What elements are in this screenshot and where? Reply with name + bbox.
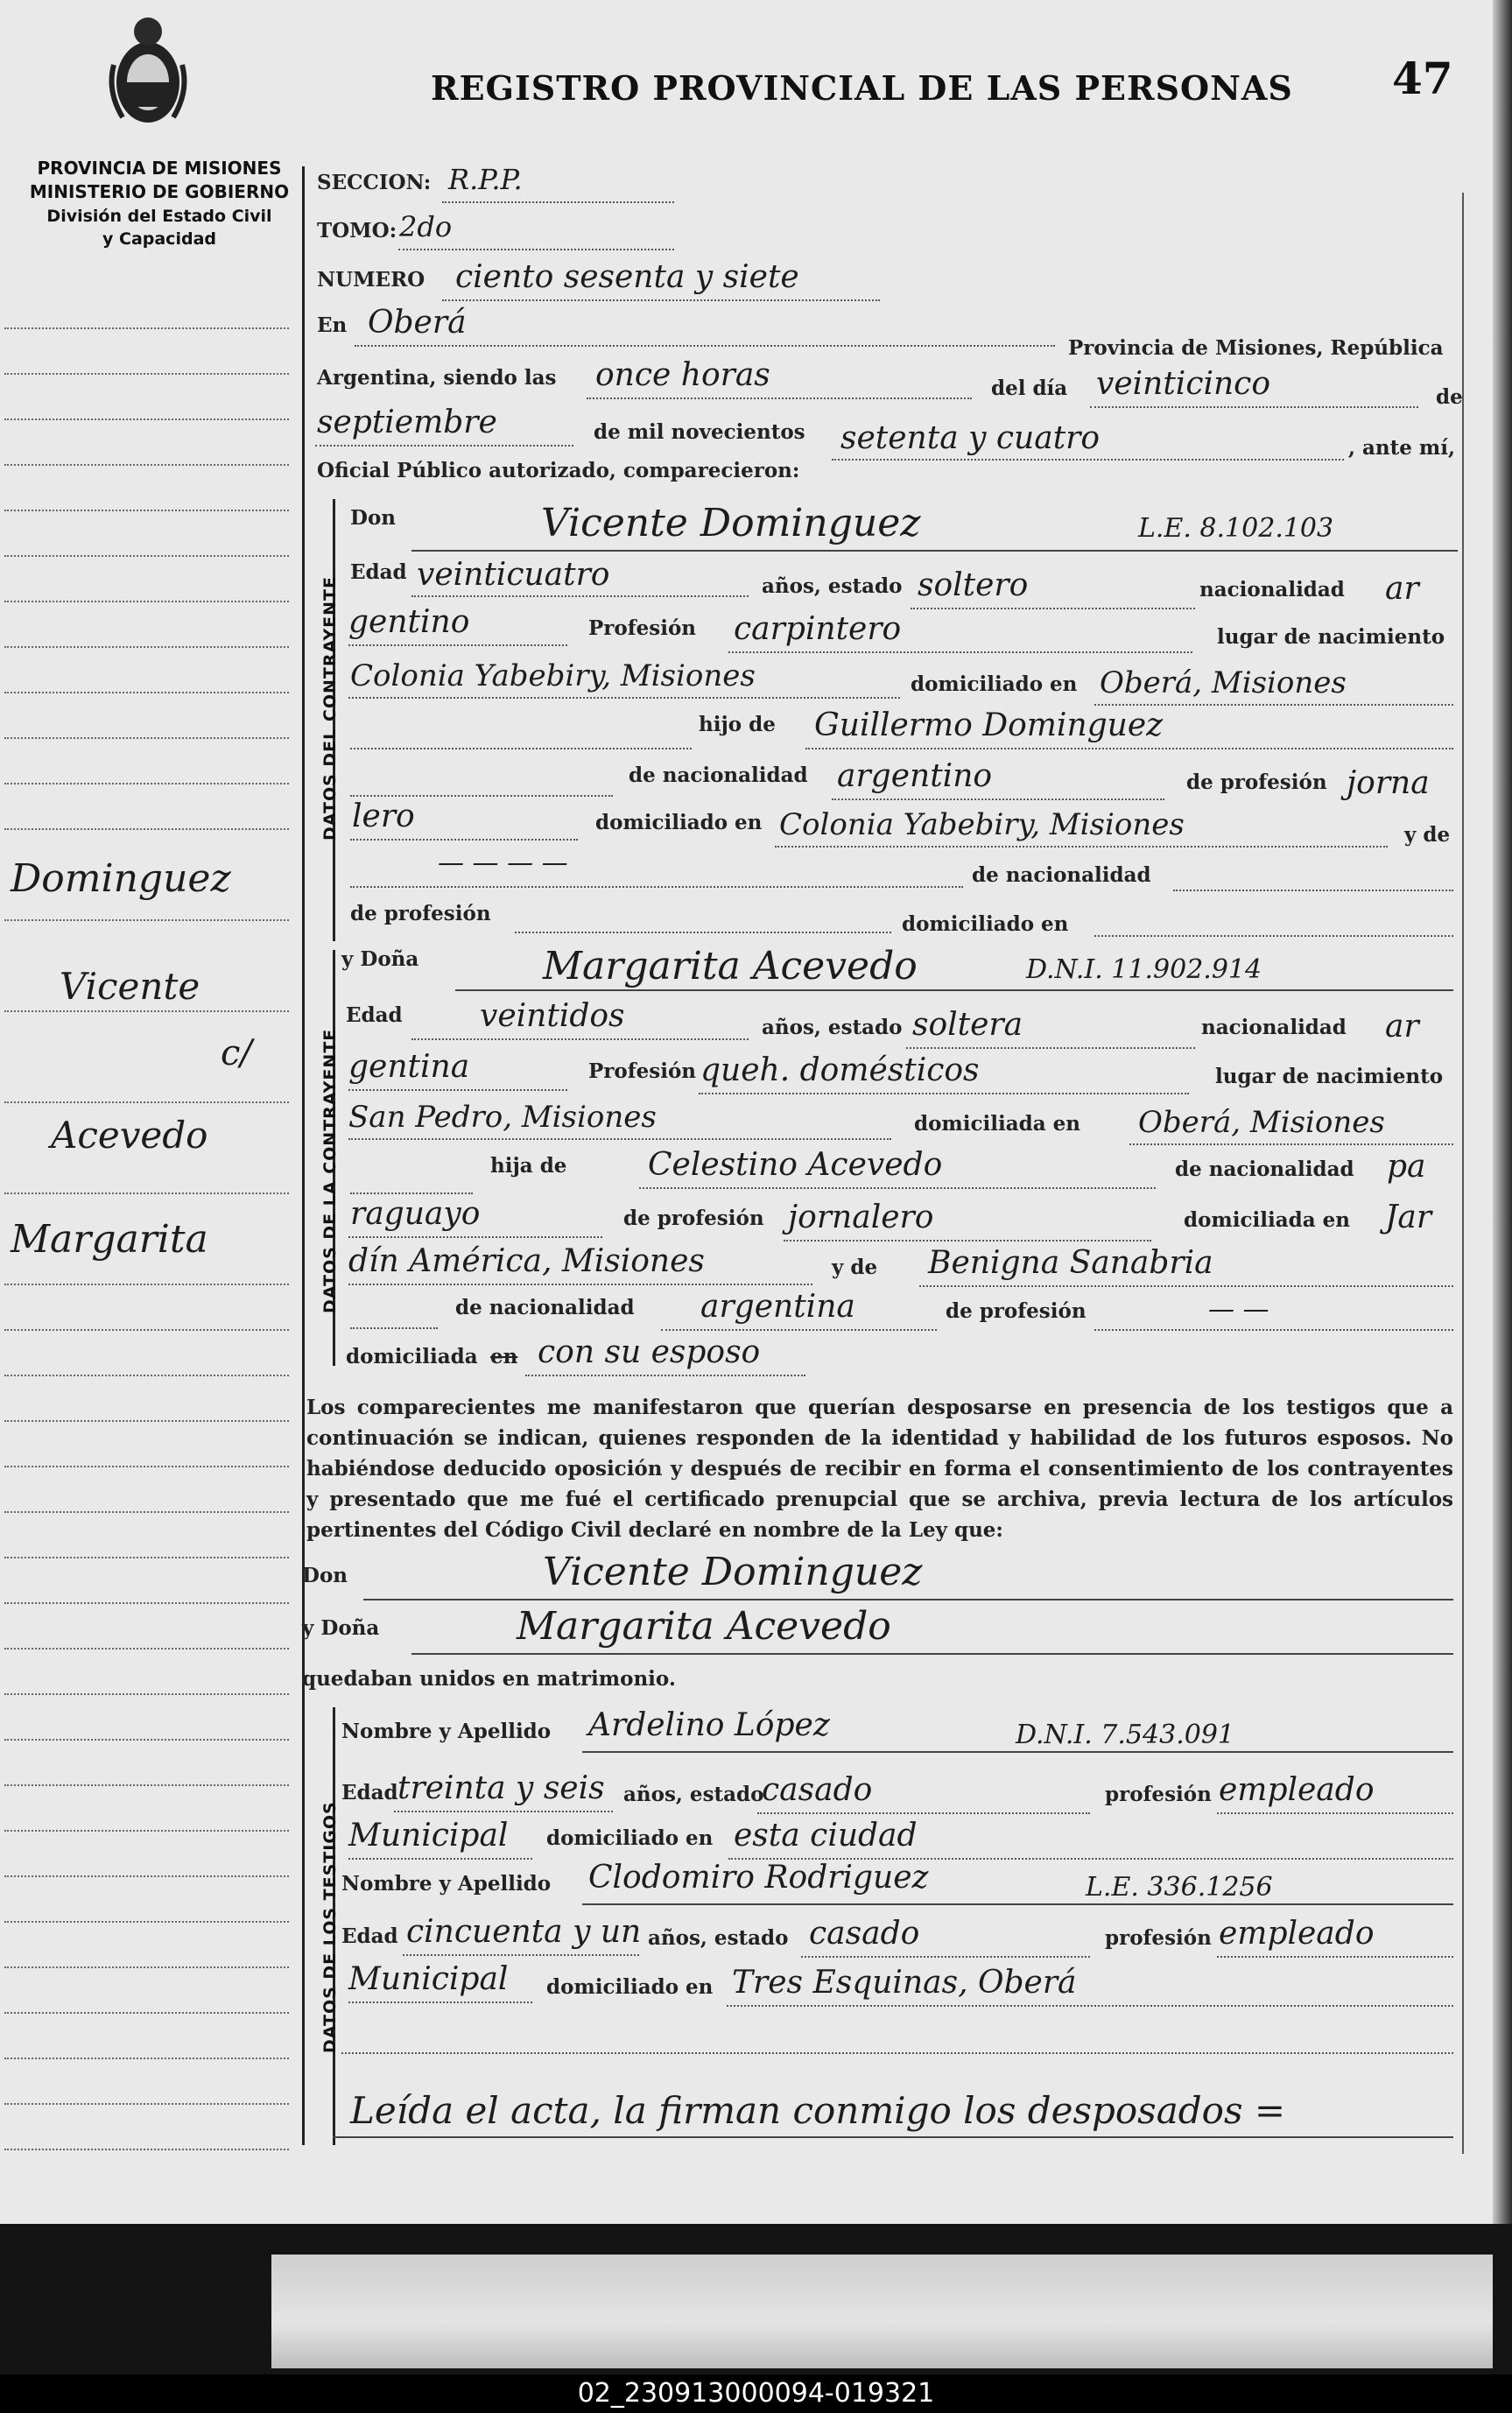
groom-edad: veinticuatro [417, 557, 610, 593]
edad-label: Edad [350, 560, 407, 584]
profesion-label: Profesión [588, 616, 697, 640]
image-caption: 02_230913000094-019321 [0, 2374, 1512, 2413]
division-label: División del Estado Civil [46, 207, 272, 226]
de-profesion-label: de profesión [1186, 770, 1327, 794]
bride-padre: Celestino Acevedo [648, 1147, 943, 1183]
domiciliado-label: domiciliado en [911, 672, 1078, 696]
bride-nac-b: gentina [348, 1049, 470, 1085]
witness2-edad-label: Edad [341, 1924, 398, 1948]
bride-anos-estado-label: años, estado [762, 1016, 903, 1039]
capacity-label: y Capacidad [102, 229, 216, 249]
final-groom-name: Vicente Dominguez [543, 1550, 923, 1594]
bride-profesion: queh. domésticos [700, 1052, 980, 1088]
margin-note-name: Vicente [60, 965, 200, 1008]
padre-domiciliado-label: domiciliado en [595, 811, 763, 834]
mil-novecientos-label: de mil novecientos [594, 420, 805, 444]
bride-padre-dom-label: domiciliada en [1184, 1208, 1350, 1232]
ante-mi-label: , ante mí, [1348, 436, 1455, 460]
witness2-profesion-b: Municipal [348, 1961, 509, 1997]
witness1-profesion-b: Municipal [348, 1818, 509, 1854]
groom-estado: soltero [918, 567, 1029, 603]
underlying-page-strip [271, 2255, 1493, 2368]
coat-of-arms-seal [105, 12, 191, 135]
struck-en-label: en [490, 1345, 518, 1368]
del-dia-label: del día [991, 376, 1068, 400]
bride-madre-prof-label: de profesión [946, 1299, 1087, 1323]
seccion-value: R.P.P. [448, 163, 523, 196]
witness1-document: D.N.I. 7.543.091 [1016, 1720, 1234, 1750]
groom-nac-a: ar [1385, 571, 1419, 607]
groom-domicilio: Oberá, Misiones [1100, 665, 1347, 700]
bride-madre-nac-label: de nacionalidad [455, 1296, 635, 1319]
bride-padre-dom-b: dín América, Misiones [348, 1243, 705, 1279]
margin-note-surname-2: Acevedo [51, 1114, 208, 1157]
left-border [302, 166, 305, 2145]
seccion-label: SECCION: [317, 171, 432, 194]
final-don-label: Don [302, 1564, 348, 1587]
anio-value: setenta y cuatro [840, 420, 1101, 456]
groom-padre-prof-b: lero [352, 798, 415, 834]
madre-domiciliado-label: domiciliado en [902, 912, 1069, 936]
bride-padre-nac-b: raguayo [350, 1196, 481, 1232]
bride-padre-nac-label: de nacionalidad [1175, 1157, 1354, 1181]
witness1-nombre-label: Nombre y Apellido [341, 1720, 552, 1743]
bride-padre-dom-a: Jar [1385, 1199, 1432, 1235]
hija-de-label: hija de [490, 1154, 567, 1178]
declaration-paragraph: Los comparecientes me manifestaron que querían desposarse en presencia de los testigos que a continuación se indican, quienes responden de la identidad y habilidad de los futuros esposos. No habiéndose deducido oposición y después de recibir en forma el consentimiento de los contrayentes y presentado que me fué el certificado prenupcial que se archiva, previa lectura de los artículos pertinentes del Código Civil declaré en nombre de la Ley que: [306, 1396, 1453, 1542]
bride-profesion-label: Profesión [588, 1059, 697, 1083]
dona-label: y Doña [341, 947, 419, 971]
bride-madre-prof: — — [1208, 1294, 1269, 1325]
bride-domicilio: Oberá, Misiones [1138, 1105, 1385, 1140]
oficial-label: Oficial Público autorizado, comparecieron: [317, 459, 800, 482]
section-label-witnesses: DATOS DE LOS TESTIGOS [320, 1801, 340, 2053]
bride-domiciliada-label: domiciliada en [914, 1112, 1080, 1136]
numero-label: NUMERO [317, 268, 425, 292]
witness1-estado-label: años, estado [623, 1783, 764, 1806]
witness2-profesion-label: profesión [1105, 1926, 1212, 1950]
numero-value: ciento sesenta y siete [455, 259, 799, 295]
closing-statement: Leída el acta, la firman conmigo los desposados = [350, 2089, 1286, 2132]
tomo-label: TOMO: [317, 219, 397, 243]
bride-madre-nac: argentina [700, 1289, 855, 1325]
bride-madre: Benigna Sanabria [928, 1245, 1213, 1281]
groom-profesion: carpintero [734, 611, 902, 647]
groom-madre-dash: — — — — [438, 848, 568, 878]
groom-name: Vicente Dominguez [541, 501, 921, 545]
bride-estado: soltera [912, 1007, 1023, 1043]
bride-dom-con: con su esposo [538, 1334, 761, 1370]
witness2-dom-label: domiciliado en [546, 1975, 714, 1999]
witness2-domicilio: Tres Esquinas, Oberá [732, 1965, 1077, 2001]
groom-padre-dom: Colonia Yabebiry, Misiones [779, 807, 1185, 842]
y-de-label: y de [1404, 823, 1451, 847]
witness2-edad: cincuenta y un [406, 1914, 642, 1950]
margin-note-name-2: Margarita [11, 1217, 208, 1262]
madre-profesion-label: de profesión [350, 902, 491, 925]
groom-nac-b: gentino [348, 604, 470, 640]
de-label: de [1436, 385, 1463, 409]
bride-document: D.N.I. 11.902.914 [1026, 954, 1262, 985]
ministry-label: MINISTERIO DE GOBIERNO [29, 181, 290, 202]
witness1-estado: casado [762, 1772, 873, 1808]
groom-padre-prof-a: jorna [1347, 765, 1430, 801]
don-label: Don [350, 506, 397, 530]
bride-name: Margarita Acevedo [543, 944, 918, 988]
en-value: Oberá [368, 305, 467, 341]
witness1-dom-label: domiciliado en [546, 1826, 714, 1850]
argentina-label: Argentina, siendo las [317, 366, 557, 390]
witness2-estado: casado [809, 1916, 920, 1952]
witness2-nombre-label: Nombre y Apellido [341, 1872, 552, 1896]
section-label-bride: DATOS DE LA CONTRAYENTE [320, 1028, 340, 1313]
witness1-edad: treinta y seis [397, 1770, 605, 1806]
final-dona-label: y Doña [302, 1616, 380, 1640]
bride-lugar-nac-label: lugar de nacimiento [1215, 1065, 1444, 1088]
tomo-value: 2do [399, 210, 453, 243]
mes-value: septiembre [317, 405, 497, 440]
margin-note-with: c/ [221, 1033, 252, 1073]
witness1-edad-label: Edad [341, 1781, 398, 1804]
bride-lugar-nac: San Pedro, Misiones [348, 1100, 657, 1135]
groom-lugar-nac: Colonia Yabebiry, Misiones [350, 658, 756, 693]
witness2-name: Clodomiro Rodriguez [588, 1860, 929, 1896]
anos-estado-label: años, estado [762, 574, 903, 598]
page-edge [1493, 0, 1512, 2224]
witness2-profesion: empleado [1219, 1916, 1375, 1952]
dia-value: veinticinco [1096, 366, 1271, 402]
page-title: REGISTRO PROVINCIAL DE LAS PERSONAS [431, 68, 1293, 108]
bride-padre-prof-label: de profesión [623, 1206, 764, 1230]
witness1-name: Ardelino López [588, 1707, 830, 1743]
witness1-domicilio: esta ciudad [734, 1818, 918, 1854]
province-label: PROVINCIA DE MISIONES [37, 158, 282, 179]
bride-nacionalidad-label: nacionalidad [1201, 1016, 1347, 1039]
final-bride-name: Margarita Acevedo [517, 1604, 891, 1649]
madre-nacionalidad-label: de nacionalidad [972, 863, 1151, 887]
bride-edad-label: Edad [346, 1003, 403, 1027]
witness1-profesion-label: profesión [1105, 1783, 1212, 1806]
bride-padre-nac-a: pa [1387, 1149, 1426, 1185]
bride-padre-prof: jornalero [788, 1199, 934, 1235]
witness1-profesion: empleado [1219, 1772, 1375, 1808]
right-border [1462, 193, 1464, 2154]
lugar-nac-label: lugar de nacimiento [1217, 625, 1445, 649]
witness2-estado-label: años, estado [648, 1926, 789, 1950]
witness2-document: L.E. 336.1256 [1086, 1872, 1273, 1903]
bride-nac-a: ar [1385, 1009, 1419, 1045]
provincia-label: Provincia de Misiones, República [1068, 336, 1444, 360]
hijo-de-label: hijo de [699, 713, 776, 736]
bride-domiciliada-final-label: domiciliada [346, 1345, 478, 1368]
folio-number: 47 [1392, 53, 1453, 104]
groom-document: L.E. 8.102.103 [1138, 513, 1334, 544]
nacionalidad-label: nacionalidad [1199, 578, 1345, 601]
bride-y-de-label: y de [832, 1256, 878, 1279]
quedaban-label: quedaban unidos en matrimonio. [302, 1667, 676, 1691]
groom-padre: Guillermo Dominguez [814, 707, 1164, 743]
en-label: En [317, 313, 348, 337]
groom-padre-nac: argentino [837, 758, 993, 794]
de-nacionalidad-label: de nacionalidad [629, 763, 808, 787]
hora-value: once horas [595, 357, 770, 393]
margin-note-surname: Dominguez [11, 856, 231, 901]
section-label-groom: DATOS DEL CONTRAYENTE [320, 576, 340, 841]
bride-edad: veintidos [480, 998, 625, 1034]
